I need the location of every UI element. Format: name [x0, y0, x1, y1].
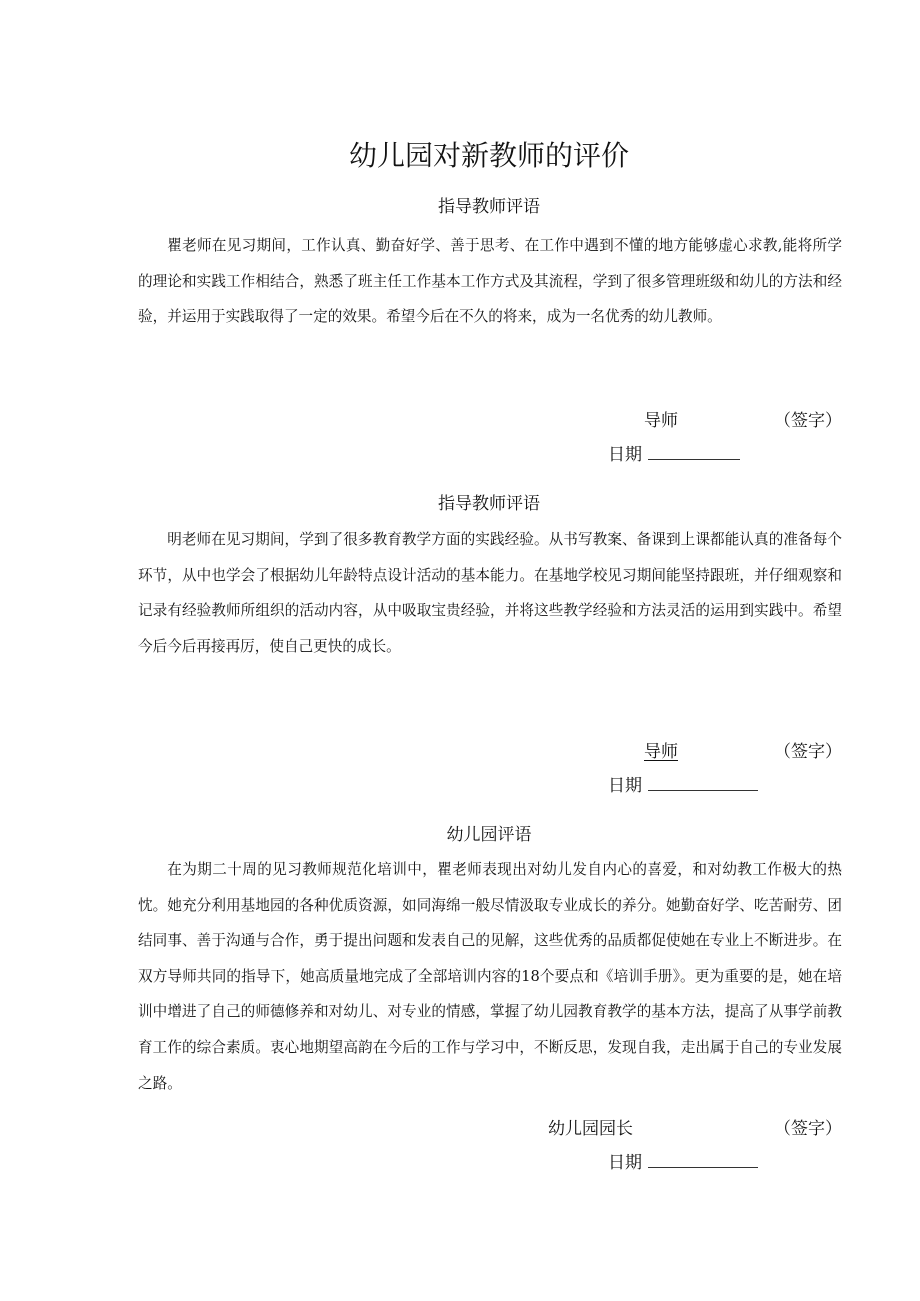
section-3-heading: 幼儿园评语	[446, 825, 532, 845]
section-3-date-blank	[648, 1149, 758, 1168]
section-1-heading: 指导教师评语	[438, 197, 540, 217]
section-3-signer-label: 幼儿园园长	[548, 1119, 633, 1139]
section-1-paragraph: 瞿老师在见习期间，工作认真、勤奋好学、善于思考、在工作中遇到不懂的地方能够虚心求教,能将所学的理论和实践工作相结合，熟悉了班主任工作基本工作方式及其流程，学到了很多管理班级和幼儿的方法和经验，并运用于实践取得了一定的效果。希望今后在不久的将来，成为一名优秀的幼儿教师。	[138, 237, 842, 326]
section-1-date-label: 日期	[608, 445, 642, 465]
section-1-date-field	[608, 441, 740, 468]
section-2-signer-label: 导师	[644, 742, 678, 762]
document-title: 幼儿园对新教师的评价	[348, 139, 629, 172]
section-3-paragraph: 在为期二十周的见习教师规范化培训中，瞿老师表现出对幼儿发自内心的喜爱，和对幼教工作极大的热忱。她充分利用基地园的各种优质资源，如同海绵一般尽情汲取专业成长的养分。她勤奋好学、吃苦耐劳、团结同事、善于沟通与合作，勇于提出问题和发表自己的见解，这些优秀的品质都促使她在专业上不断进步。在双方导师共同的指导下，她高质量地完成了全部培训内容的18个要点和《培训手册》。更为重要的是，她在培训中增进了自己的师德修养和对幼儿、对专业的情感，掌握了幼儿园教育教学的基本方法，提高了从事学前教育工作的综合素质。衷心地期望高韵在今后的工作与学习中，不断反思，发现自我，走出属于自己的专业发展之路。	[138, 861, 842, 1092]
section-2-date-field	[608, 772, 758, 799]
section-2-paragraph: 明老师在见习期间，学到了很多教育教学方面的实践经验。从书写教案、备课到上课都能认真的准备每个环节，从中也学会了根据幼儿年龄特点设计活动的基本能力。在基地学校见习期间能坚持跟班，并仔细观察和记录有经验教师所组织的活动内容，从中吸取宝贵经验，并将这些教学经验和方法灵活的运用到实践中。希望今后今后再接再厉，使自己更快的成长。	[138, 531, 842, 655]
section-3-sign-note: （签字）	[774, 1119, 842, 1139]
section-2-date-label: 日期	[608, 776, 642, 796]
section-2-sign-note: （签字）	[774, 742, 842, 762]
section-1-sign-note: （签字）	[774, 411, 842, 431]
section-1-date-blank	[648, 441, 740, 460]
section-3-date-label: 日期	[608, 1153, 642, 1173]
section-2-heading: 指导教师评语	[438, 494, 540, 514]
section-1-signer-label: 导师	[644, 411, 678, 431]
section-2-date-blank	[648, 772, 758, 791]
section-3-date-field	[608, 1149, 758, 1176]
